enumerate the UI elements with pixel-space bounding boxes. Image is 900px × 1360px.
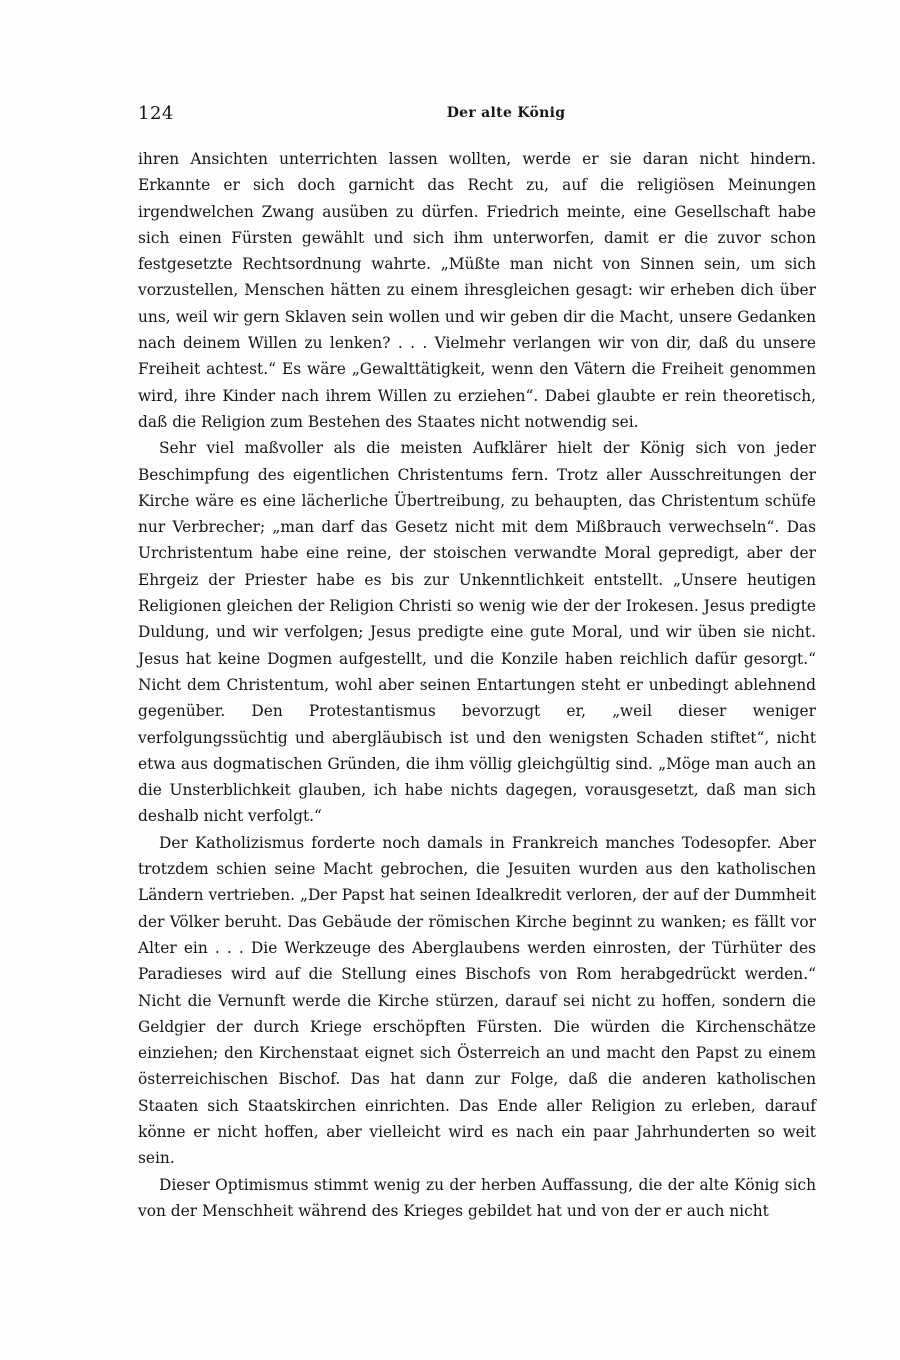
- paragraph-4: Dieser Optimismus stimmt wenig zu der herben Auffassung, die der alte König sich von der Menschheit während des Krieges gebildet hat und von der er auch nicht: [138, 1175, 816, 1220]
- paragraph-3: Der Katholizismus forderte noch damals in Frankreich manches Todesopfer. Aber trotzdem schien seine Macht gebrochen, die Jesuiten wurden aus den katholischen Ländern vertrieben. „Der Papst hat seinen Idealkredit verloren, der auf der Dummheit der Völker beruht. Das Gebäude der römischen Kirche beginnt zu wanken; es fällt vor Alter ein . . . Die Werkzeuge des Aberglaubens werden einrosten, der Türhüter des Paradieses wird auf die Stellung eines Bischofs von Rom herabgedrückt werden.“ Nicht die Vernunft werde die Kirche stürzen, darauf sei nicht zu hoffen, sondern die Geldgier der durch Kriege erschöpften Fürsten. Die würden die Kirchenschätze einziehen; den Kirchenstaat eignet sich Österreich an und macht den Papst zu einem österreichischen Bischof. Das hat dann zur Folge, daß die anderen katholischen Staaten sich Staatskirchen einrichten. Das Ende aller Religion zu erleben, darauf könne er nicht hoffen, aber vielleicht wird es nach ein paar Jahrhunderten so weit sein.: [138, 833, 816, 1168]
- running-title: Der alte König: [446, 105, 566, 121]
- page-number: 124: [138, 103, 174, 124]
- paragraph-2: Sehr viel maßvoller als die meisten Aufklärer hielt der König sich von jeder Beschimpfung des eigentlichen Christentums fern. Trotz aller Ausschreitungen der Kirche wäre es eine lächerliche Übertreibung, zu behaupten, das Christentum schüfe nur Verbrecher; „man darf das Gesetz nicht mit dem Mißbrauch verwechseln“. Das Urchristentum habe eine reine, der stoischen verwandte Moral gepredigt, aber der Ehrgeiz der Priester habe es bis zur Unkenntlichkeit entstellt. „Unsere heutigen Religionen gleichen der Religion Christi so wenig wie der der Irokesen. Jesus predigte Duldung, und wir verfolgen; Jesus predigte eine gute Moral, und wir üben sie nicht. Jesus hat keine Dogmen aufgestellt, und die Konzile haben reichlich dafür gesorgt.“ Nicht dem Christentum, wohl aber seinen Entartungen steht er unbedingt ablehnend gegenüber. Den Protestantismus bevorzugt er, „weil dieser weniger verfolgungssüchtig und abergläubisch ist und den wenigsten Schaden stiftet“, nicht etwa aus dogmatischen Gründen, die ihm völlig gleichgültig sind. „Möge man auch an die Unsterblichkeit glauben, ich habe nichts dagegen, vorausgesetzt, daß man sich deshalb nicht verfolgt.“: [138, 439, 816, 826]
- body-text: [138, 146, 816, 1224]
- paragraph-1: ihren Ansichten unterrichten lassen wollten, werde er sie daran nicht hindern. Erkannte er sich doch garnicht das Recht zu, auf die religiösen Meinungen irgendwelchen Zwang ausüben zu dürfen. Friedrich meinte, eine Gesellschaft habe sich einen Fürsten gewählt und sich ihm unterworfen, damit er die zuvor schon festgesetzte Rechtsordnung wahrte. „Müßte man nicht von Sinnen sein, um sich vorzustellen, Menschen hätten zu einem ihresgleichen gesagt: wir erheben dich über uns, weil wir gern Sklaven sein wollen und wir geben dir die Macht, unsere Gedanken nach deinem Willen zu lenken? . . . Vielmehr verlangen wir von dir, daß du unsere Freiheit achtest.“ Es wäre „Gewalttätigkeit, wenn den Vätern die Freiheit genommen wird, ihre Kinder nach ihrem Willen zu erziehen“. Dabei glaubte er rein theoretisch, daß die Religion zum Bestehen des Staates nicht notwendig sei.: [138, 150, 816, 431]
- running-head: [138, 103, 814, 127]
